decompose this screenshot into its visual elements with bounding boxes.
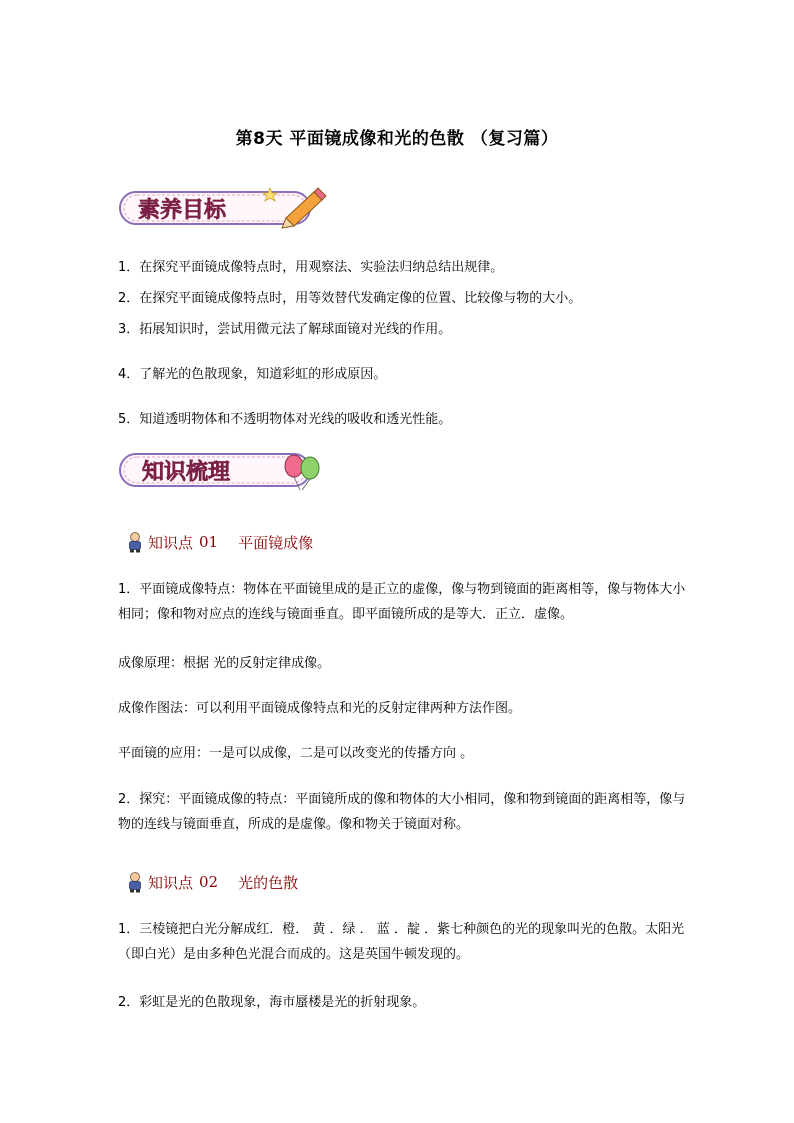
knowledge-point-2-header (126, 870, 298, 894)
section-banner-goals (118, 184, 328, 230)
goal-3: 3．拓展知识时，尝试用微元法了解球面镜对光线的作用。 (118, 322, 452, 337)
kp1-para-3: 成像作图法：可以利用平面镜成像特点和光的反射定律两种方法作图。 (118, 701, 522, 716)
section-banner-knowledge (118, 446, 328, 492)
goal-2: 2．在探究平面镜成像特点时，用等效替代发确定像的位置、比较像与物的大小。 (118, 291, 582, 306)
kp2-number: 02 (199, 873, 219, 891)
kp1-label: 知识点 (148, 533, 194, 552)
kp1-title: 平面镜成像 (238, 533, 314, 552)
goal-1: 1．在探究平面镜成像特点时，用观察法、实验法归纳总结出规律。 (118, 260, 504, 275)
kp2-title: 光的色散 (238, 873, 299, 892)
kp2-label: 知识点 (148, 873, 194, 892)
teacher-icon (126, 871, 144, 893)
kp1-para-2: 成像原理：根据 光的反射定律成像。 (118, 656, 331, 671)
banner-knowledge-text: 知识梳理 (142, 459, 231, 485)
kp2-para-2: 2．彩虹是光的色散现象，海市蜃楼是光的折射现象。 (118, 995, 426, 1010)
goal-4: 4．了解光的色散现象，知道彩虹的形成原因。 (118, 367, 387, 382)
kp1-number: 01 (199, 533, 219, 551)
teacher-icon (126, 531, 144, 553)
kp1-para-1: 1．平面镜成像特点：物体在平面镜里成的是正立的虚像，像与物到镜面的距离相等，像与物体大小相同；像和物对应点的连线与镜面垂直。即平面镜所成的是等大．正立．虚像。 (118, 582, 686, 622)
page-title: 第8天 平面镜成像和光的色散 （复习篇） (235, 129, 559, 149)
kp1-para-5: 2．探究：平面镜成像的特点：平面镜所成的像和物体的大小相同，像和物到镜面的距离相等，像与物的连线与镜面垂直，所成的是虚像。像和物关于镜面对称。 (118, 792, 686, 832)
knowledge-point-1-header (126, 530, 313, 554)
banner-goals-text: 素养目标 (138, 197, 227, 223)
goal-5: 5．知道透明物体和不透明物体对光线的吸收和透光性能。 (118, 412, 452, 427)
kp1-para-4: 平面镜的应用：一是可以成像，二是可以改变光的传播方向 。 (118, 746, 474, 761)
kp2-para-1: 1．三棱镜把白光分解成红．橙． 黄 ．绿 ． 蓝 ．靛 ．紫七种颜色的光的现象叫光的色散。太阳光（即白光）是由多种色光混合而成的。这是英国牛顿发现的。 (118, 922, 685, 962)
